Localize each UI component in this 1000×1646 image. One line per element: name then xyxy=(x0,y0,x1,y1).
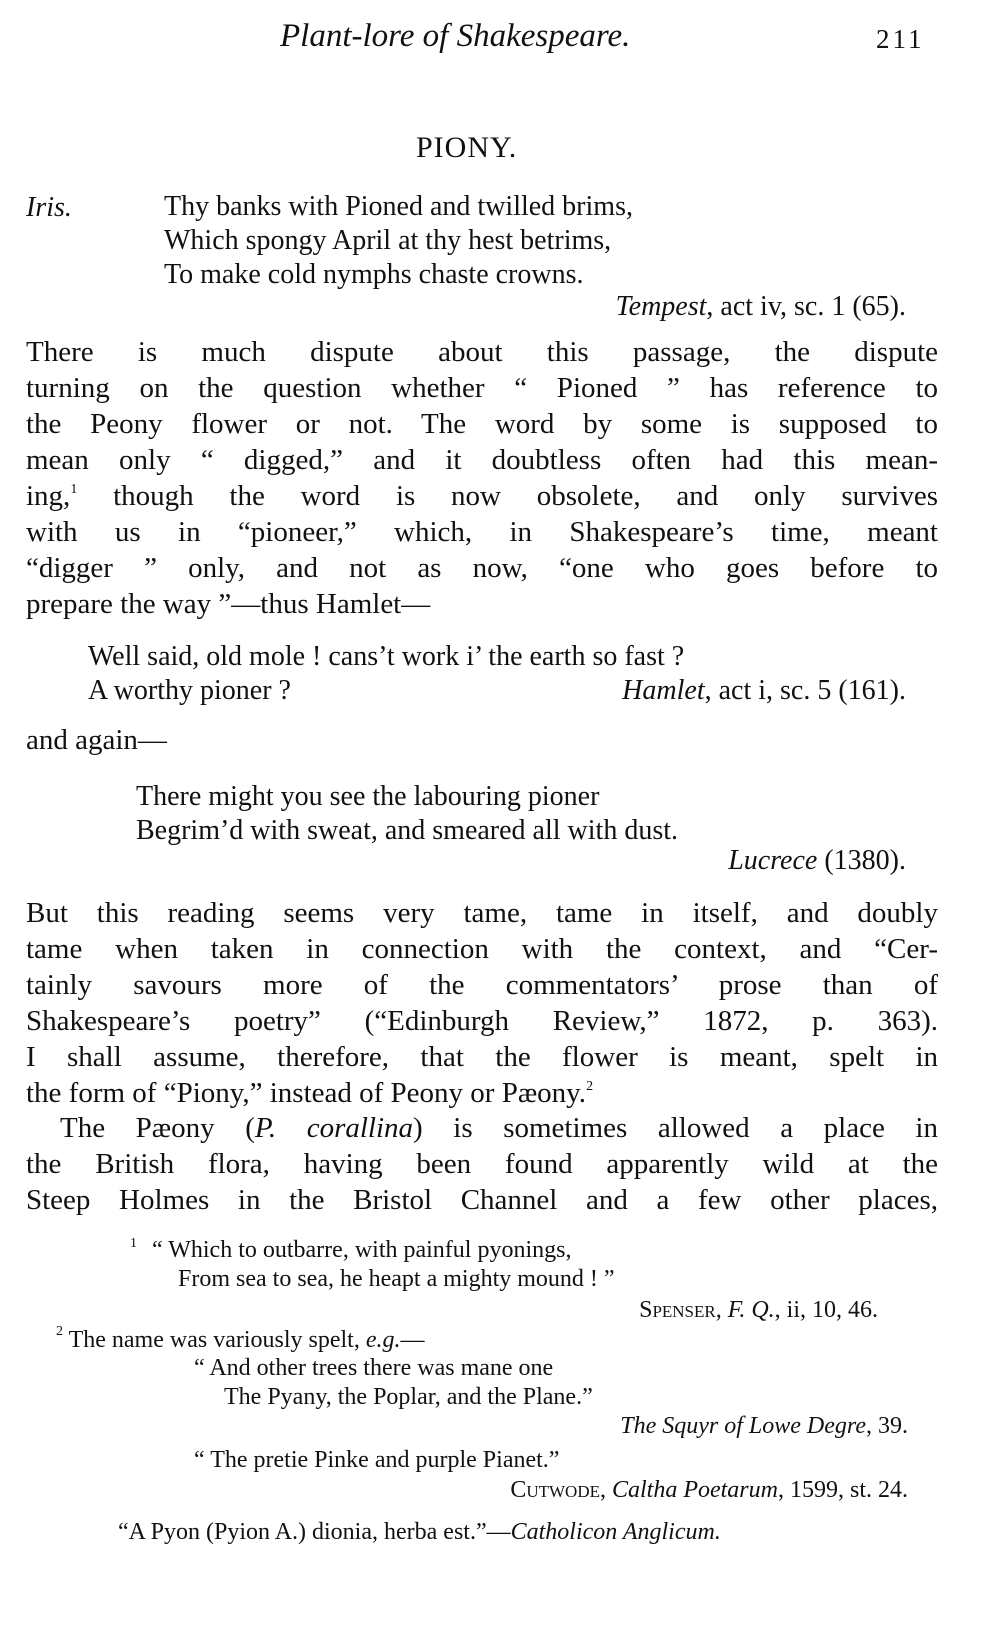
text-fragment: ing, xyxy=(26,480,71,512)
epigraph-citation xyxy=(616,290,906,324)
text-line: tainly savours more of the commentators’ prose than of xyxy=(26,969,938,1001)
footnote-2-quote-1-citation xyxy=(620,1412,908,1441)
cite-ref: , 1599, st. 24. xyxy=(777,1477,908,1503)
text-fragment-italic: e.g. xyxy=(365,1327,401,1353)
footnote-line: “ Which to outbarre, with painful pyonings, xyxy=(152,1237,572,1263)
cite-work: F. Q. xyxy=(727,1297,775,1323)
lucrece-quote xyxy=(136,780,678,848)
verse-line: To make cold nymphs chaste crowns. xyxy=(164,259,584,290)
cite-author: Cutwode xyxy=(510,1477,600,1503)
text-fragment: The name was variously spelt, xyxy=(68,1327,366,1353)
footnote-line: From sea to sea, he heapt a mighty mound ! ” xyxy=(178,1266,615,1292)
hamlet-quote xyxy=(88,640,684,708)
epigraph-speaker: Iris. xyxy=(26,192,72,223)
text-line: Shakespeare’s poetry” (“Edinburgh Review,” 1872, p. 363). xyxy=(26,1005,938,1037)
cite-work: Hamlet xyxy=(622,675,705,706)
paragraph-2 xyxy=(26,895,938,1111)
verse-line: Begrim’d with sweat, and smeared all with dust. xyxy=(136,815,678,846)
text-line xyxy=(26,478,938,514)
and-again-line: and again— xyxy=(26,724,167,756)
cite-work: The Squyr of Lowe Degre xyxy=(620,1413,866,1439)
cite-ref: (1380). xyxy=(817,845,906,876)
text-fragment: The Pæony ( xyxy=(60,1112,255,1144)
footnote-2-quote-1 xyxy=(194,1354,593,1412)
text-line: with us in “pioneer,” which, in Shakespeare’s time, meant xyxy=(26,516,938,548)
text-line: tame when taken in connection with the context, and “Cer- xyxy=(26,933,938,965)
paragraph-3 xyxy=(26,1110,938,1218)
text-line: I shall assume, therefore, that the flower is meant, spelt in xyxy=(26,1041,938,1073)
text-line: “digger ” only, and not as now, “one who goes before to xyxy=(26,552,938,584)
text-fragment: though the word is now obsolete, and only survives xyxy=(113,480,938,512)
text-line xyxy=(26,1110,938,1146)
cite-ref: , act iv, sc. 1 (65). xyxy=(706,291,906,322)
text-line: mean only “ digged,” and it doubtless often had this mean- xyxy=(26,444,938,476)
text-fragment: — xyxy=(400,1327,425,1353)
verse-line: A worthy pioner ? xyxy=(88,675,291,706)
footnote-line: The Pyany, the Poplar, and the Plane.” xyxy=(224,1384,593,1410)
text-fragment-italic: P. corallina xyxy=(254,1112,414,1144)
verse-line: Which spongy April at thy hest betrims, xyxy=(164,225,612,256)
cite-work: Lucrece xyxy=(728,845,818,876)
cite-work: Caltha Poetarum xyxy=(611,1477,778,1503)
footnote-2-intro xyxy=(56,1326,425,1355)
footnote-1-verse xyxy=(152,1236,615,1294)
cite-ref: , 39. xyxy=(866,1413,908,1439)
text-line: the Peony flower or not. The word by some is supposed to xyxy=(26,408,938,440)
footnote-2-quote-3 xyxy=(118,1518,721,1547)
text-fragment: ) is sometimes allowed a place in xyxy=(413,1112,938,1144)
paragraph-1 xyxy=(26,334,938,622)
text-fragment: “A Pyon (Pyion A.) dionia, herba est.”— xyxy=(118,1519,511,1545)
section-title: PIONY. xyxy=(416,131,518,164)
verse-line: Well said, old mole ! cans’t work i’ the earth so fast ? xyxy=(88,641,685,672)
text-line: turning on the question whether “ Pioned ” has reference to xyxy=(26,372,938,404)
verse-line: There might you see the labouring pioner xyxy=(136,781,600,812)
footnote-2-quote-2: “ The pretie Pinke and purple Pianet.” xyxy=(194,1447,560,1473)
text-fragment: the form of “Piony,” instead of Peony or Pæony. xyxy=(26,1077,587,1109)
cite-work: Catholicon Anglicum. xyxy=(510,1519,721,1545)
cite-work: Tempest xyxy=(615,291,707,322)
cite-ref: , ii, 10, 46. xyxy=(774,1297,878,1323)
footnote-line: “ And other trees there was mane one xyxy=(194,1355,554,1381)
cite-ref: , act i, sc. 5 (161). xyxy=(704,675,906,706)
verse-line: Thy banks with Pioned and twilled brims, xyxy=(164,191,633,222)
footnote-1-marker xyxy=(130,1238,137,1267)
running-header-title: Plant-lore of Shakespeare. xyxy=(280,18,631,54)
text-line: prepare the way ”—thus Hamlet— xyxy=(26,588,431,620)
text-line xyxy=(26,1075,938,1111)
hamlet-citation xyxy=(622,674,906,708)
footnote-ref: 1 xyxy=(70,482,78,497)
footnote-2-quote-2-citation: Cutwode, Caltha Poetarum, 1599, st. 24. xyxy=(510,1477,908,1503)
text-line: There is much dispute about this passage, the dispute xyxy=(26,336,938,368)
footnote-ref: 2 xyxy=(586,1079,594,1094)
footnote-marker: 2 xyxy=(56,1324,63,1339)
text-line: Steep Holmes in the Bristol Channel and a few other places, xyxy=(26,1184,938,1216)
epigraph-verse xyxy=(164,190,633,292)
footnote-1-citation: Spenser, F. Q., ii, 10, 46. xyxy=(639,1297,878,1323)
page-number: 211 xyxy=(876,24,925,54)
footnote-marker: 1 xyxy=(130,1236,137,1251)
lucrece-citation xyxy=(728,844,906,878)
text-line: the British flora, having been found apparently wild at the xyxy=(26,1148,938,1180)
cite-author: Spenser xyxy=(639,1297,716,1323)
text-line: But this reading seems very tame, tame in itself, and doubly xyxy=(26,897,938,929)
